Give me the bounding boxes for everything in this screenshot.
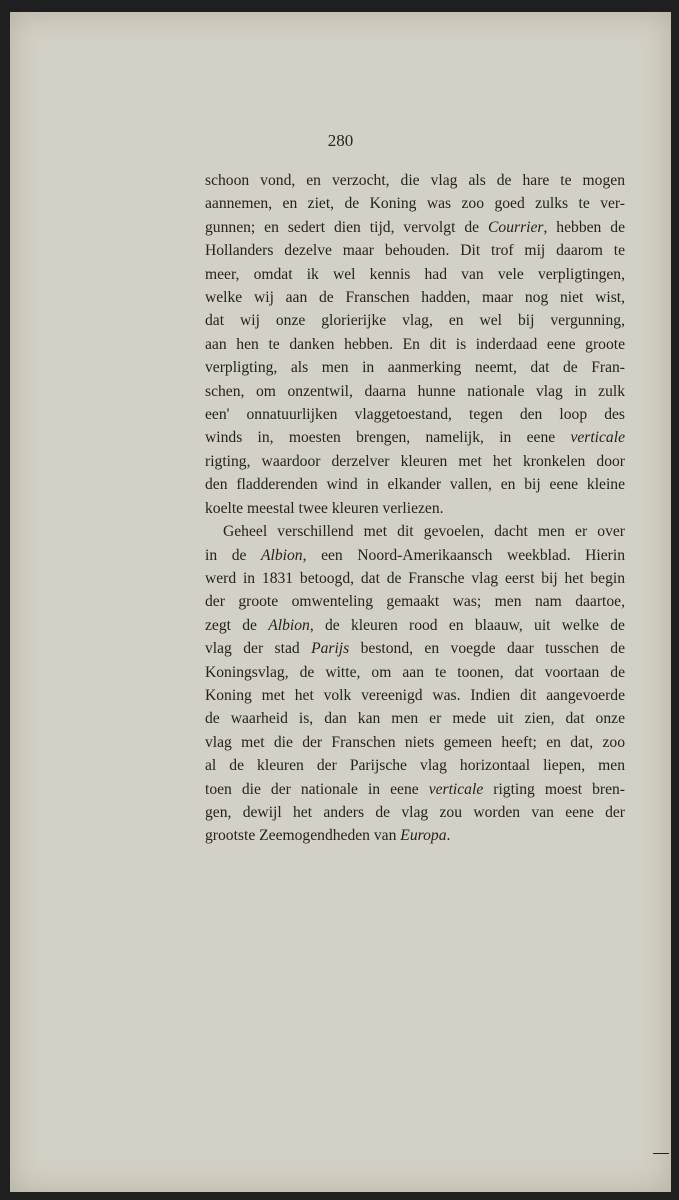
paragraph [205,520,625,848]
text-run: Hollanders dezelve maar behouden. Dit trof mij daarom te [205,242,625,260]
text-line [205,169,625,192]
text-line [205,356,625,379]
text-line [205,778,625,801]
text-run: gen, dewijl het anders de vlag zou worden van eene der [205,803,625,821]
text-line [205,544,625,567]
text-line [205,637,625,660]
book-page [10,12,671,1192]
italic-text: Courrier [488,218,544,236]
italic-text: verticale [570,429,625,447]
text-line [205,239,625,262]
text-run: de waarheid is, dan kan men er mede uit zien, dat onze [205,710,625,728]
text-line [205,333,625,356]
text-run: , hebben de [543,218,625,236]
text-line [205,473,625,496]
italic-text: Albion [261,546,303,564]
text-run: welke wij aan de Franschen hadden, maar nog niet wist, [205,289,625,307]
italic-text: Europa [400,827,447,845]
text-line [205,192,625,215]
page-edge-mark [653,1153,669,1154]
text-run: in de [205,546,261,564]
text-run: winds in, moesten brengen, namelijk, in eene [205,429,571,447]
text-run: Geheel verschillend met dit gevoelen, dacht men er over [223,523,625,541]
text-line [205,567,625,590]
italic-text: Parijs [311,640,350,658]
text-run: Koning met het volk vereenigd was. Indien dit aangevoerde [205,686,625,704]
text-run: zegt de [205,616,269,634]
text-line [205,309,625,332]
text-run: werd in 1831 betoogd, dat de Fransche vlag eerst bij het begin [205,569,625,587]
text-line [205,263,625,286]
text-run: schen, om onzentwil, daarna hunne nationale vlag in zulk [205,382,625,400]
text-run: al de kleuren der Parijsche vlag horizontaal liepen, men [205,757,625,775]
text-line [205,590,625,613]
text-line [205,707,625,730]
italic-text: Albion [268,616,310,634]
text-line [205,286,625,309]
text-run: rigting, waardoor derzelver kleuren met het kronkelen door [205,452,625,470]
text-line [205,497,625,520]
body-text [205,169,625,848]
text-run: . [446,827,451,845]
text-line [205,426,625,449]
text-line [205,684,625,707]
text-run: vlag met die der Franschen niets gemeen heeft; en dat, zoo [205,733,625,751]
text-line [205,614,625,637]
text-run: schoon vond, en verzocht, die vlag als de hare te mogen [205,172,625,189]
text-run: Koningsvlag, de witte, om aan te toonen, dat voortaan de [205,663,625,681]
text-run: gunnen; en sedert dien tijd, vervolgt de [205,218,488,236]
text-line [205,216,625,239]
page-number: 280 [327,131,354,150]
text-run: aannemen, en ziet, de Koning was zoo goed zulks te ver- [205,195,625,213]
text-run: een' onnatuurlijken vlaggetoestand, tegen den loop des [205,406,625,424]
text-run: aan hen te danken hebben. En dit is inderdaad eene groote [205,335,625,353]
text-line [205,380,625,403]
text-run: koelte meestal twee kleuren verliezen. [205,499,444,517]
text-run: meer, omdat ik wel kennis had van vele verpligtingen, [205,265,625,283]
text-run: vlag der stad [205,640,312,658]
text-run: rigting moest bren- [483,780,625,798]
text-line [205,754,625,777]
text-run: grootste Zeemogendheden van [205,827,401,845]
text-run: der groote omwenteling gemaakt was; men nam daartoe, [205,593,625,611]
paragraph [205,169,625,520]
text-run: , een Noord-Amerikaansch weekblad. Hierin [302,546,625,564]
text-run: den fladderenden wind in elkander vallen, en bij eene kleine [205,476,625,494]
text-line [205,403,625,426]
text-run: bestond, en voegde daar tusschen de [349,640,625,658]
text-run: , de kleuren rood en blaauw, uit welke de [309,616,625,634]
text-line [205,824,625,847]
text-line [205,731,625,754]
text-line [205,450,625,473]
text-line [205,661,625,684]
text-run: verpligting, als men in aanmerking neemt, dat de Fran- [205,359,625,377]
text-run: toen die der nationale in eene [205,780,429,798]
italic-text: verticale [428,780,484,798]
text-line [205,520,625,543]
text-line [205,801,625,824]
text-run: dat wij onze glorierijke vlag, en wel bij vergunning, [205,312,625,330]
